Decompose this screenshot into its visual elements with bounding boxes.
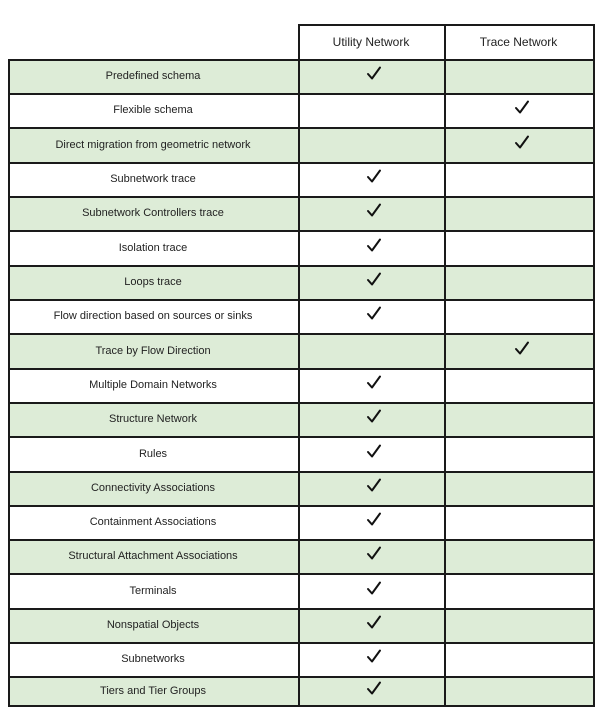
checkmark-icon [366,580,382,596]
checkmark-icon [366,65,382,81]
feature-label: Predefined schema [105,70,201,82]
row-border [8,705,595,707]
checkmark-icon [366,443,382,459]
feature-label: Multiple Domain Networks [89,379,217,391]
column-border [298,24,300,707]
feature-label: Rules [138,447,168,460]
checkmark-icon [366,202,382,218]
checkmark-icon [366,614,382,630]
feature-label: Flow direction based on sources or sinks [53,310,253,322]
feature-label: Subnetwork trace [110,173,196,185]
checkmark-icon [514,134,530,150]
feature-label: Containment Associations [89,516,217,528]
feature-label: Structural Attachment Associations [68,550,238,562]
feature-label: Connectivity Associations [90,482,216,494]
feature-label: Tiers and Tier Groups [100,684,206,697]
feature-label: Subnetworks [121,653,185,665]
column-border [444,24,446,707]
checkmark-icon [366,271,382,287]
feature-label: Subnetwork Controllers trace [82,207,224,219]
checkmark-icon [366,477,382,493]
feature-label: Loops trace [124,276,182,288]
checkmark-icon [366,305,382,321]
checkmark-icon [366,511,382,527]
checkmark-icon [366,545,382,561]
checkmark-icon [366,408,382,424]
feature-label: Flexible schema [113,104,193,116]
header-utility-network: Utility Network [332,34,410,49]
feature-label: Structure Network [108,413,198,425]
checkmark-icon [366,680,382,696]
checkmark-icon [366,374,382,390]
checkmark-icon [514,340,530,356]
comparison-table [8,24,593,705]
checkmark-icon [514,99,530,115]
header-trace-network: Trace Network [479,34,558,49]
feature-label: Terminals [129,584,177,597]
column-border [593,24,595,707]
checkmark-icon [366,648,382,664]
checkmark-icon [366,237,382,253]
feature-label: Nonspatial Objects [106,619,200,631]
feature-label: Isolation trace [118,241,188,254]
feature-label: Trace by Flow Direction [95,344,211,357]
checkmark-icon [366,168,382,184]
feature-label: Direct migration from geometric network [55,138,251,151]
